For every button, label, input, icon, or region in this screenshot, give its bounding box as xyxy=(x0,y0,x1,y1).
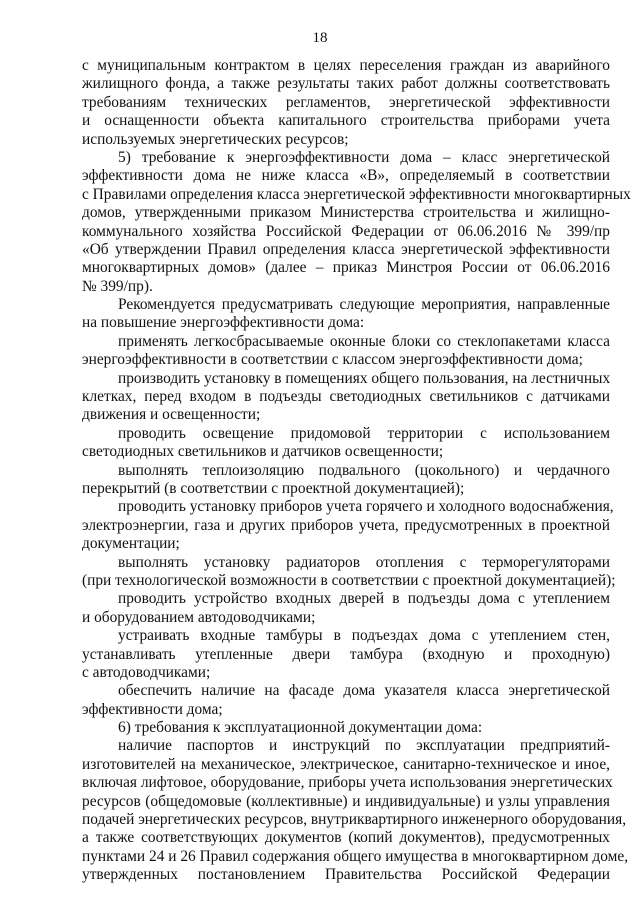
text-line: перекрытий (в соответствии с проектной документацией); xyxy=(82,479,465,497)
text-line: многоквартирных домов» (далее – приказ Минстроя России от 06.06.2016 xyxy=(82,259,610,277)
text-line: № 399/пр). xyxy=(82,277,153,295)
text-line: утвержденных постановлением Правительства Российской Федерации xyxy=(82,866,610,884)
text-line: наличие паспортов и инструкций по эксплуатации предприятий- xyxy=(118,737,610,755)
text-line: коммунального хозяйства Российской Федерации от 06.06.2016 № 399/пр xyxy=(82,222,610,240)
text-line: Рекомендуется предусматривать следующие мероприятия, направленные xyxy=(118,296,610,314)
text-line: проводить установку приборов учета горячего и холодного водоснабжения, xyxy=(118,498,614,516)
text-line: электроэнергии, газа и других приборов учета, предусмотренных в проектной xyxy=(82,516,610,534)
text-line: «Об утверждении Правил определения класса энергетической эффективности xyxy=(82,240,610,258)
text-line: а также соответствующих документов (копий документов), предусмотренных xyxy=(82,829,610,847)
text-line: 6) требования к эксплуатационной документации дома: xyxy=(118,719,483,737)
text-line: клетках, перед входом в подъезды светодиодных светильников с датчиками xyxy=(82,388,610,406)
page-number: 18 xyxy=(312,30,328,46)
text-line: устраивать входные тамбуры в подъездах дома с утеплением стен, xyxy=(118,627,610,645)
text-line: эффективности дома; xyxy=(82,700,223,718)
text-line: 5) требование к энергоэффективности дома – класс энергетической xyxy=(118,148,610,166)
text-line: выполнять теплоизоляцию подвального (цокольного) и чердачного xyxy=(118,461,610,479)
body-text xyxy=(82,57,631,885)
text-line: с муниципальным контрактом в целях переселения граждан из аварийного xyxy=(82,57,610,74)
text-line: используемых энергетических ресурсов; xyxy=(82,130,349,148)
text-line: выполнять установку радиаторов отопления с терморегуляторами xyxy=(118,553,610,571)
text-line: жилищного фонда, а также результаты таких работ должны соответствовать xyxy=(82,75,610,93)
text-line: применять легкосбрасываемые оконные блоки со стеклопакетами класса xyxy=(118,332,610,350)
text-line: проводить освещение придомовой территории с использованием xyxy=(118,424,610,442)
text-line: документации; xyxy=(82,535,180,553)
text-line: эффективности дома не ниже класса «B», определяемый в соответствии xyxy=(82,167,610,185)
text-line: включая лифтовое, оборудование, приборы учета использования энергетических xyxy=(82,774,613,792)
text-line: с автодоводчиками; xyxy=(82,663,211,681)
text-line: производить установку в помещениях общего пользования, на лестничных xyxy=(118,369,611,387)
text-line: (при технологической возможности в соответствии с проектной документацией); xyxy=(82,571,616,589)
text-line: с Правилами определения класса энергетической эффективности многоквартирных xyxy=(82,185,631,203)
text-line: устанавливать утепленные двери тамбура (входную и проходную) xyxy=(82,645,610,663)
text-line: обеспечить наличие на фасаде дома указателя класса энергетической xyxy=(118,682,610,700)
text-line: проводить устройство входных дверей в подъезды дома с утеплением xyxy=(118,590,610,608)
text-line: энергоэффективности в соответствии с классом энергоэффективности дома; xyxy=(82,351,583,369)
text-line: движения и освещенности; xyxy=(82,406,261,424)
text-line: изготовителей на механическое, электрическое, санитарно-техническое и иное, xyxy=(82,755,610,773)
text-line: и оснащенности объекта капитального строительства приборами учета xyxy=(82,112,610,130)
text-line: домов, утвержденными приказом Министерства строительства и жилищно- xyxy=(82,204,610,222)
text-line: и оборудованием автодоводчиками; xyxy=(82,608,316,626)
text-line: ресурсов (общедомовые (коллективные) и индивидуальные) и узлы управления xyxy=(82,792,610,810)
text-line: подачей энергетических ресурсов, внутриквартирного инженерного оборудования, xyxy=(82,811,627,829)
text-line: на повышение энергоэффективности дома: xyxy=(82,314,365,332)
text-line: требованиям технических регламентов, энергетической эффективности xyxy=(82,93,610,111)
text-line: пунктами 24 и 26 Правил содержания общего имущества в многоквартирном доме, xyxy=(82,847,629,865)
text-line: светодиодных светильников и датчиков освещенности; xyxy=(82,443,444,461)
